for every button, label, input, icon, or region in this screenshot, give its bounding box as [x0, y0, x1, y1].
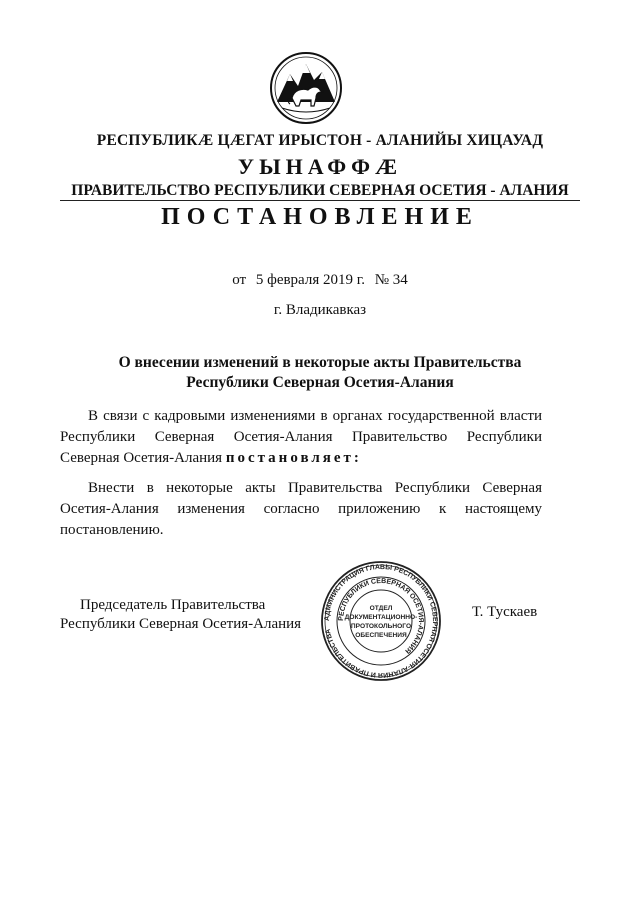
decree-date-line: [0, 272, 640, 289]
seal-inner-ring-text: РЕСПУБЛИКИ СЕВЕРНАЯ ОСЕТИЯ-АЛАНИЯ: [337, 577, 425, 655]
resolution-text: Внести в некоторые акты Правительства Республики Северная Осетия-Алания изменения согласно приложению к настоящему постановлению.: [60, 480, 542, 538]
header-ossetian-decree: УЫНАФФÆ: [237, 154, 403, 179]
seal-center-line-3: ПРОТОКОЛЬНОГО: [350, 623, 412, 630]
decree-date: 5 февраля 2019 г.: [255, 272, 365, 288]
decree-subject: [60, 353, 580, 393]
coat-of-arms-emblem: [268, 50, 344, 126]
signatory-name: Т. Тускаев: [472, 604, 538, 620]
seal-outer-ring-text: АДМИНИСТРАЦИЯ ГЛАВЫ РЕСПУБЛИКИ СЕВЕРНАЯ ОСЕТИЯ-АЛАНИЯ И ПРАВИТЕЛЬСТВА: [323, 563, 439, 679]
document-type-title: ПОСТАНОВЛЕНИЕ: [161, 204, 479, 230]
seal-center-line-1: ОТДЕЛ: [369, 605, 393, 612]
header-ossetian-republic: РЕСПУБЛИКÆ ЦÆГАТ ИРЫСТОН - АЛАНИЙЫ ХИЦАУАД: [96, 132, 544, 149]
seal-center-line-4: ОБЕСПЕЧЕНИЯ: [355, 632, 407, 639]
subject-line-1: О внесении изменений в некоторые акты Правительства: [118, 354, 522, 371]
header-divider: [60, 200, 580, 201]
preamble-text: В связи с кадровыми изменениями в органах государственной власти Республики Северная Осетия-Алания Правительство Республики Северная Осетия-Алания: [60, 408, 542, 466]
signatory-position-line-2: Республики Северная Осетия-Алания: [60, 616, 302, 632]
decree-number: № 34: [374, 272, 408, 288]
resolves-word: постановляет:: [225, 450, 362, 466]
official-seal-stamp: [320, 560, 442, 682]
signatory-position-line-1: Председатель Правительства: [80, 597, 266, 613]
date-from-label: от: [232, 272, 247, 288]
decree-city: г. Владикавказ: [273, 302, 367, 318]
header-government-name: ПРАВИТЕЛЬСТВО РЕСПУБЛИКИ СЕВЕРНАЯ ОСЕТИЯ - АЛАНИЯ: [71, 182, 569, 199]
body-paragraph-preamble: [60, 406, 542, 469]
seal-center-line-2: ДОКУМЕНТАЦИОННО-: [344, 614, 418, 621]
body-paragraph-resolution: [60, 478, 542, 541]
signatory-position: [60, 596, 301, 634]
subject-line-2: Республики Северная Осетия-Алания: [186, 374, 454, 391]
